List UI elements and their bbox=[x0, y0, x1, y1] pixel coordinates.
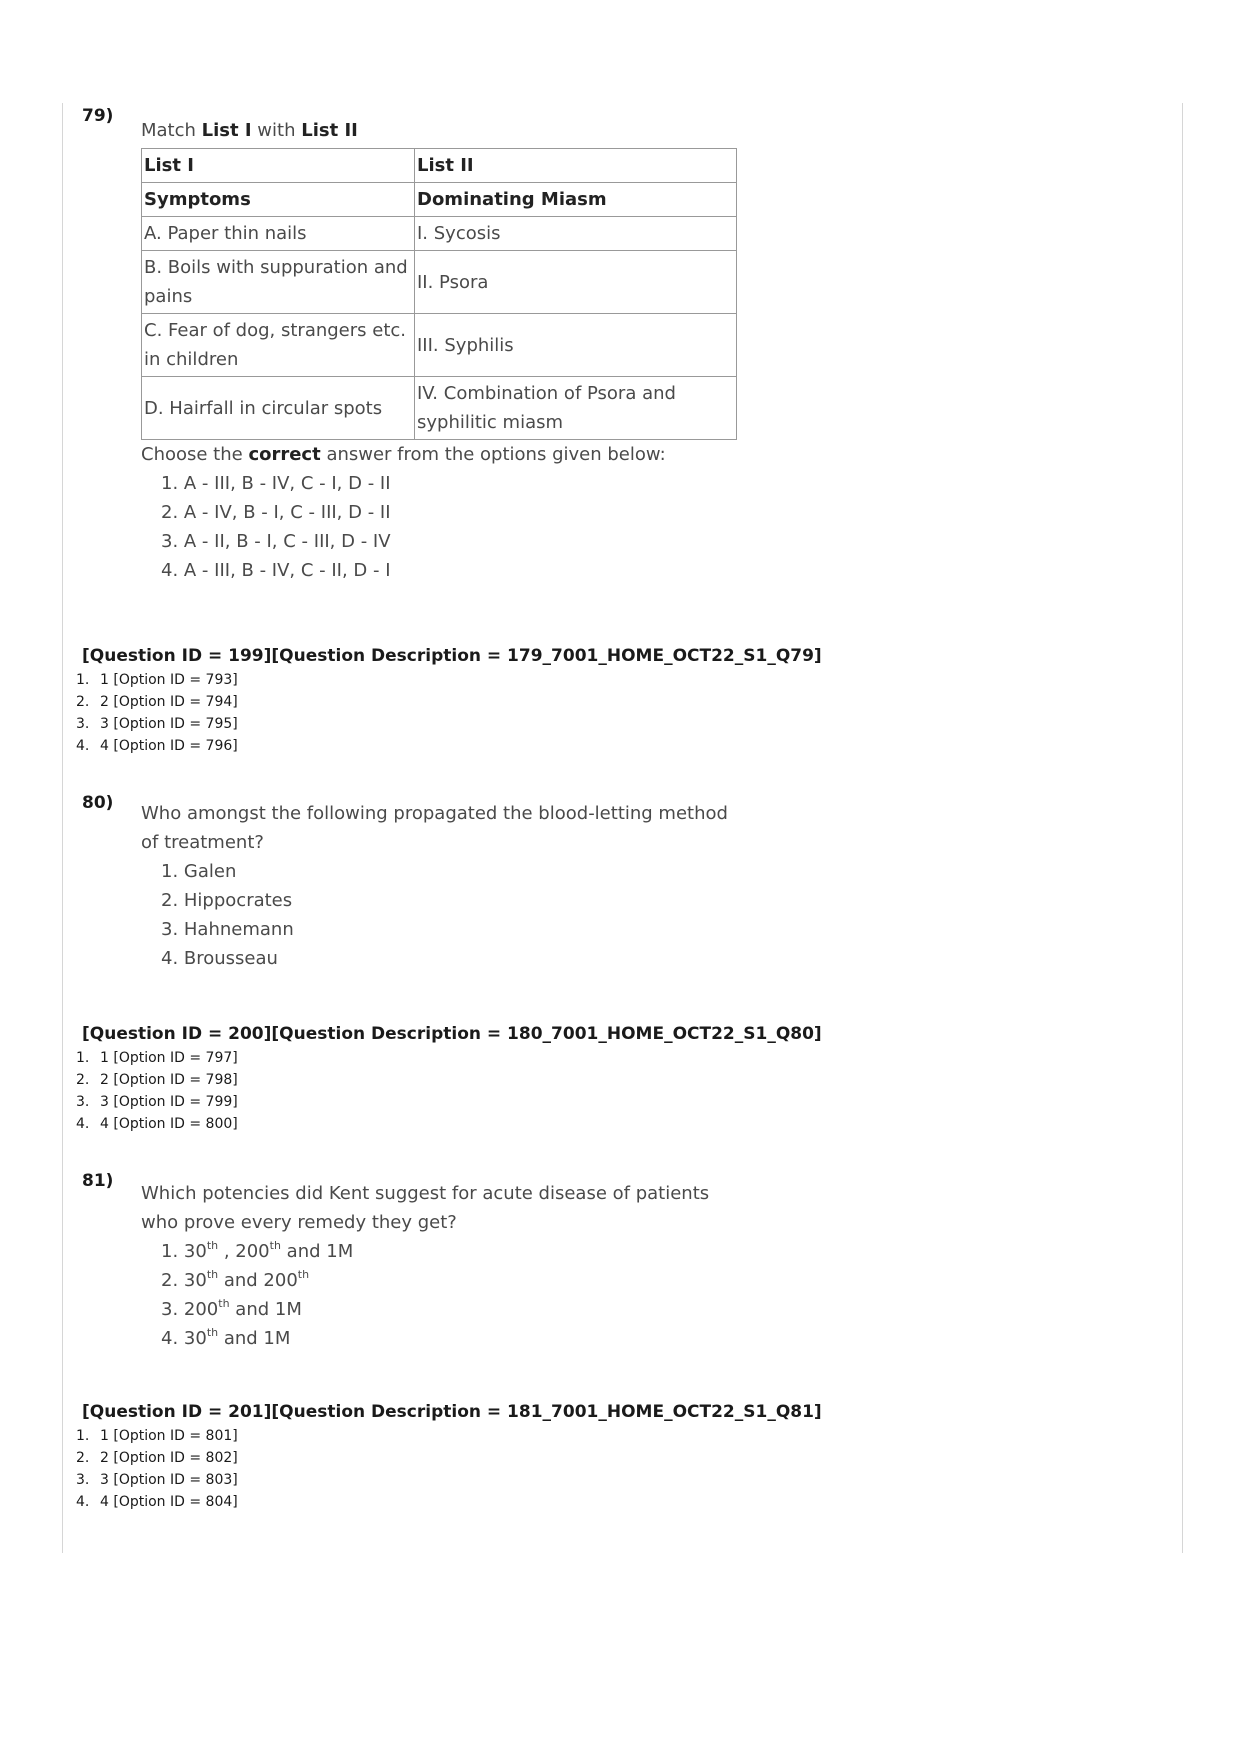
option-id-text: 1 [Option ID = 793] bbox=[100, 672, 238, 688]
answer-option: 1. Galen bbox=[161, 861, 237, 882]
option-prefix: 3. bbox=[161, 1299, 184, 1320]
question-id-header: [Question ID = 201][Question Description = 181_7001_HOME_OCT22_S1_Q81] bbox=[82, 1402, 822, 1422]
option-id-item bbox=[76, 691, 238, 713]
table-cell: C. Fear of dog, strangers etc. in children bbox=[142, 314, 415, 377]
question-text: Which potencies did Kent suggest for acute disease of patients who prove every remedy they get? bbox=[141, 1183, 710, 1233]
option-text: 30 bbox=[183, 1328, 207, 1349]
question-number: 79) bbox=[82, 106, 114, 126]
question-body bbox=[141, 1179, 741, 1353]
answer-option: 4. A - III, B - IV, C - II, D - I bbox=[161, 560, 391, 581]
option-id-item bbox=[76, 669, 238, 691]
question-body bbox=[141, 799, 741, 973]
option-id-text: 4 [Option ID = 804] bbox=[100, 1494, 238, 1510]
answer-option bbox=[161, 1295, 741, 1324]
option-index: 2. bbox=[76, 1072, 90, 1088]
intro-list-one: List I bbox=[201, 120, 252, 141]
option-index: 1. bbox=[76, 1050, 90, 1066]
question-id-header: [Question ID = 199][Question Description = 179_7001_HOME_OCT22_S1_Q79] bbox=[82, 646, 822, 666]
table-row bbox=[142, 314, 737, 377]
option-id-text: 2 [Option ID = 802] bbox=[100, 1450, 238, 1466]
table-cell: D. Hairfall in circular spots bbox=[142, 377, 415, 440]
option-id-text: 3 [Option ID = 799] bbox=[100, 1094, 238, 1110]
option-superscript: th bbox=[206, 1239, 219, 1252]
option-superscript: th bbox=[297, 1268, 310, 1281]
option-id-list bbox=[76, 669, 238, 757]
option-text: and 1M bbox=[218, 1328, 291, 1349]
table-cell: A. Paper thin nails bbox=[142, 217, 415, 251]
answer-option: 1. A - III, B - IV, C - I, D - II bbox=[161, 473, 391, 494]
answer-option: 3. Hahnemann bbox=[161, 919, 294, 940]
option-id-text: 2 [Option ID = 794] bbox=[100, 694, 238, 710]
instruction-text: answer from the options given below: bbox=[320, 444, 666, 465]
option-text: and 200 bbox=[218, 1270, 298, 1291]
option-index: 2. bbox=[76, 1450, 90, 1466]
table-cell: B. Boils with suppuration and pains bbox=[142, 251, 415, 314]
table-row bbox=[142, 377, 737, 440]
table-header-cell: List II bbox=[415, 149, 737, 183]
option-prefix: 4. bbox=[161, 1328, 184, 1349]
table-cell: III. Syphilis bbox=[415, 314, 737, 377]
option-index: 3. bbox=[76, 1094, 90, 1110]
option-superscript: th bbox=[206, 1326, 219, 1339]
choose-instruction bbox=[141, 440, 741, 469]
page-frame-left-border bbox=[62, 103, 63, 1553]
option-index: 1. bbox=[76, 672, 90, 688]
answer-options bbox=[141, 1237, 741, 1353]
instruction-text: Choose the bbox=[141, 444, 249, 465]
option-superscript: th bbox=[269, 1239, 281, 1252]
option-id-item bbox=[76, 1491, 238, 1513]
option-id-item bbox=[76, 1113, 238, 1135]
option-index: 4. bbox=[76, 1494, 90, 1510]
answer-option: 2. Hippocrates bbox=[161, 890, 293, 911]
option-text: 30 bbox=[183, 1270, 207, 1291]
question-text: Who amongst the following propagated the blood-letting method of treatment? bbox=[141, 803, 728, 853]
answer-option bbox=[161, 1237, 741, 1266]
table-header-row bbox=[142, 149, 737, 183]
table-cell: IV. Combination of Psora and syphilitic miasm bbox=[415, 377, 737, 440]
table-header-cell: List I bbox=[142, 149, 415, 183]
question-intro bbox=[141, 116, 741, 145]
option-id-text: 1 [Option ID = 801] bbox=[100, 1428, 238, 1444]
answer-option: 4. Brousseau bbox=[161, 948, 278, 969]
option-id-item bbox=[76, 735, 238, 757]
answer-options bbox=[141, 857, 741, 973]
table-cell: II. Psora bbox=[415, 251, 737, 314]
option-text: , 200 bbox=[218, 1241, 270, 1262]
answer-option bbox=[161, 1324, 741, 1353]
option-index: 1. bbox=[76, 1428, 90, 1444]
option-id-list bbox=[76, 1425, 238, 1513]
option-id-text: 4 [Option ID = 796] bbox=[100, 738, 238, 754]
question-number: 80) bbox=[82, 793, 114, 813]
option-index: 3. bbox=[76, 1472, 90, 1488]
option-id-text: 3 [Option ID = 803] bbox=[100, 1472, 238, 1488]
table-row bbox=[142, 251, 737, 314]
option-id-text: 1 [Option ID = 797] bbox=[100, 1050, 238, 1066]
table-header-row bbox=[142, 183, 737, 217]
option-id-item bbox=[76, 1047, 238, 1069]
option-id-item bbox=[76, 1469, 238, 1491]
option-id-text: 4 [Option ID = 800] bbox=[100, 1116, 238, 1132]
option-index: 3. bbox=[76, 716, 90, 732]
answer-option: 3. A - II, B - I, C - III, D - IV bbox=[161, 531, 391, 552]
option-id-item bbox=[76, 1069, 238, 1091]
option-prefix: 2. bbox=[161, 1270, 184, 1291]
option-text: 30 bbox=[183, 1241, 207, 1262]
answer-option bbox=[161, 1266, 741, 1295]
option-id-item bbox=[76, 1091, 238, 1113]
table-header-cell: Dominating Miasm bbox=[415, 183, 737, 217]
option-superscript: th bbox=[218, 1297, 230, 1310]
intro-list-two: List II bbox=[301, 120, 358, 141]
question-id-header: [Question ID = 200][Question Description = 180_7001_HOME_OCT22_S1_Q80] bbox=[82, 1024, 822, 1044]
page-frame-right-border bbox=[1182, 103, 1183, 1553]
table-cell: I. Sycosis bbox=[415, 217, 737, 251]
option-index: 4. bbox=[76, 1116, 90, 1132]
answer-options bbox=[141, 469, 741, 585]
option-prefix: 1. bbox=[161, 1241, 184, 1262]
option-text: 200 bbox=[183, 1299, 219, 1320]
table-row bbox=[142, 217, 737, 251]
option-index: 2. bbox=[76, 694, 90, 710]
intro-text: Match bbox=[141, 120, 202, 141]
option-superscript: th bbox=[206, 1268, 219, 1281]
instruction-emphasis: correct bbox=[248, 444, 321, 465]
option-id-item bbox=[76, 1447, 238, 1469]
option-id-list bbox=[76, 1047, 238, 1135]
option-text: and 1M bbox=[229, 1299, 302, 1320]
match-table bbox=[141, 148, 737, 440]
question-body bbox=[141, 116, 741, 585]
option-id-item bbox=[76, 1425, 238, 1447]
intro-text: with bbox=[251, 120, 302, 141]
table-header-cell: Symptoms bbox=[142, 183, 415, 217]
answer-option: 2. A - IV, B - I, C - III, D - II bbox=[161, 502, 391, 523]
option-index: 4. bbox=[76, 738, 90, 754]
option-id-text: 3 [Option ID = 795] bbox=[100, 716, 238, 732]
option-id-item bbox=[76, 713, 238, 735]
option-id-text: 2 [Option ID = 798] bbox=[100, 1072, 238, 1088]
option-text: and 1M bbox=[280, 1241, 354, 1262]
question-number: 81) bbox=[82, 1171, 114, 1191]
